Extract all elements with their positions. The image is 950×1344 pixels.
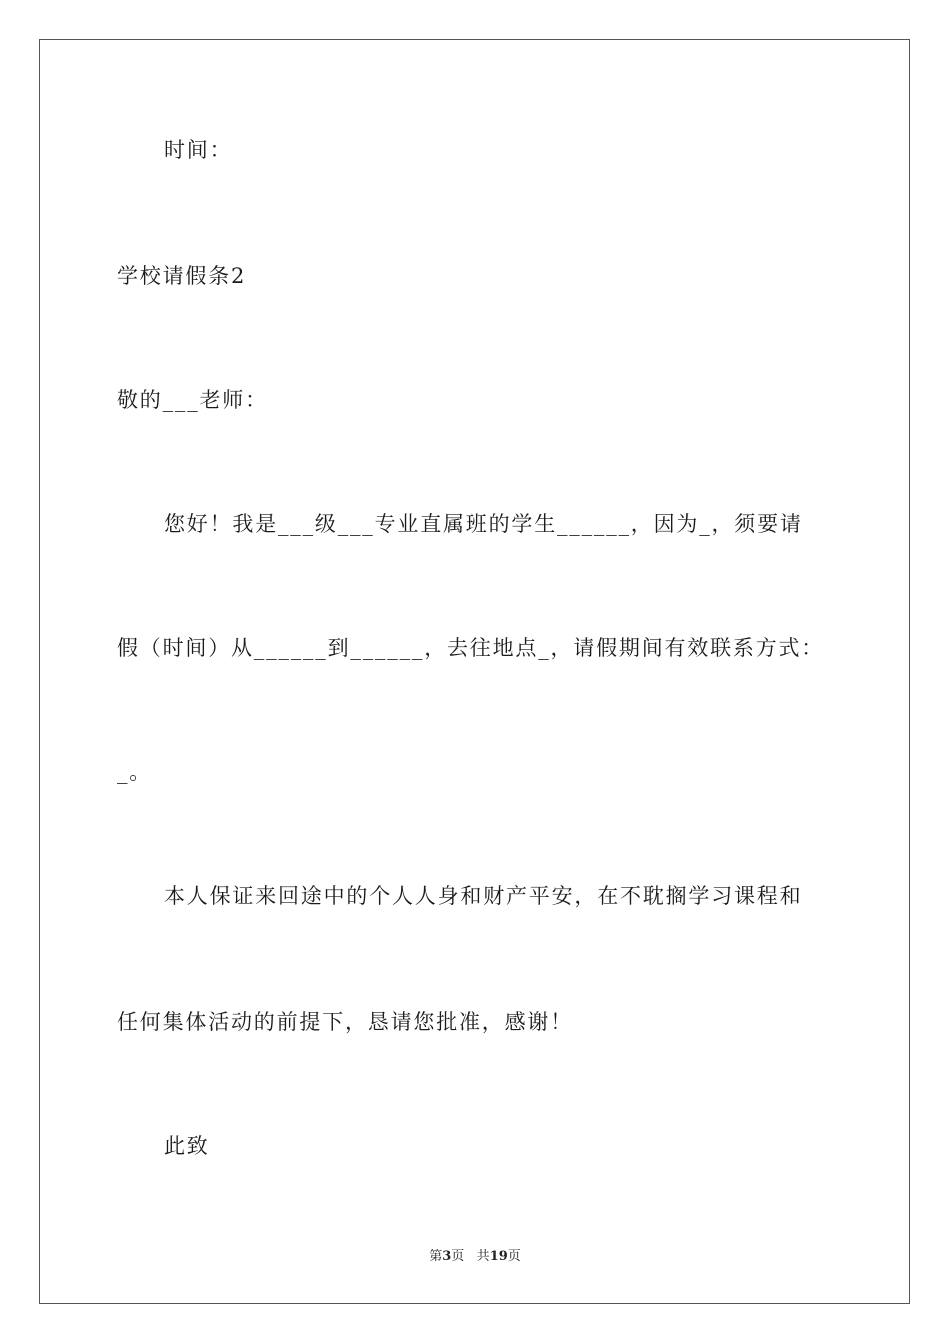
- footer-total-prefix: 共: [476, 1249, 490, 1264]
- body-line-5: 任何集体活动的前提下，恳请您批准，感谢！: [117, 1010, 573, 1034]
- footer-page-suffix: 页: [451, 1249, 465, 1264]
- footer-page-prefix: 第: [429, 1249, 443, 1264]
- body-line-3: _。: [117, 760, 153, 784]
- salutation: 敬的___老师：: [117, 388, 268, 412]
- page-footer: [0, 1245, 950, 1264]
- page-border: [39, 39, 910, 1304]
- section-title: 学校请假条2: [117, 264, 247, 288]
- body-line-4: 本人保证来回途中的个人人身和财产平安，在不耽搁学习课程和: [164, 884, 803, 908]
- time-label: 时间：: [164, 138, 233, 162]
- footer-total-suffix: 页: [507, 1249, 521, 1264]
- footer-page-current: 3: [442, 1249, 452, 1264]
- footer-page-total: 19: [489, 1249, 508, 1264]
- body-line-1: 您好！我是___级___专业直属班的学生______，因为_，须要请: [164, 512, 803, 536]
- closing: 此致: [164, 1134, 210, 1158]
- body-line-2: 假（时间）从______到______，去往地点_，请假期间有效联系方式：: [117, 636, 825, 660]
